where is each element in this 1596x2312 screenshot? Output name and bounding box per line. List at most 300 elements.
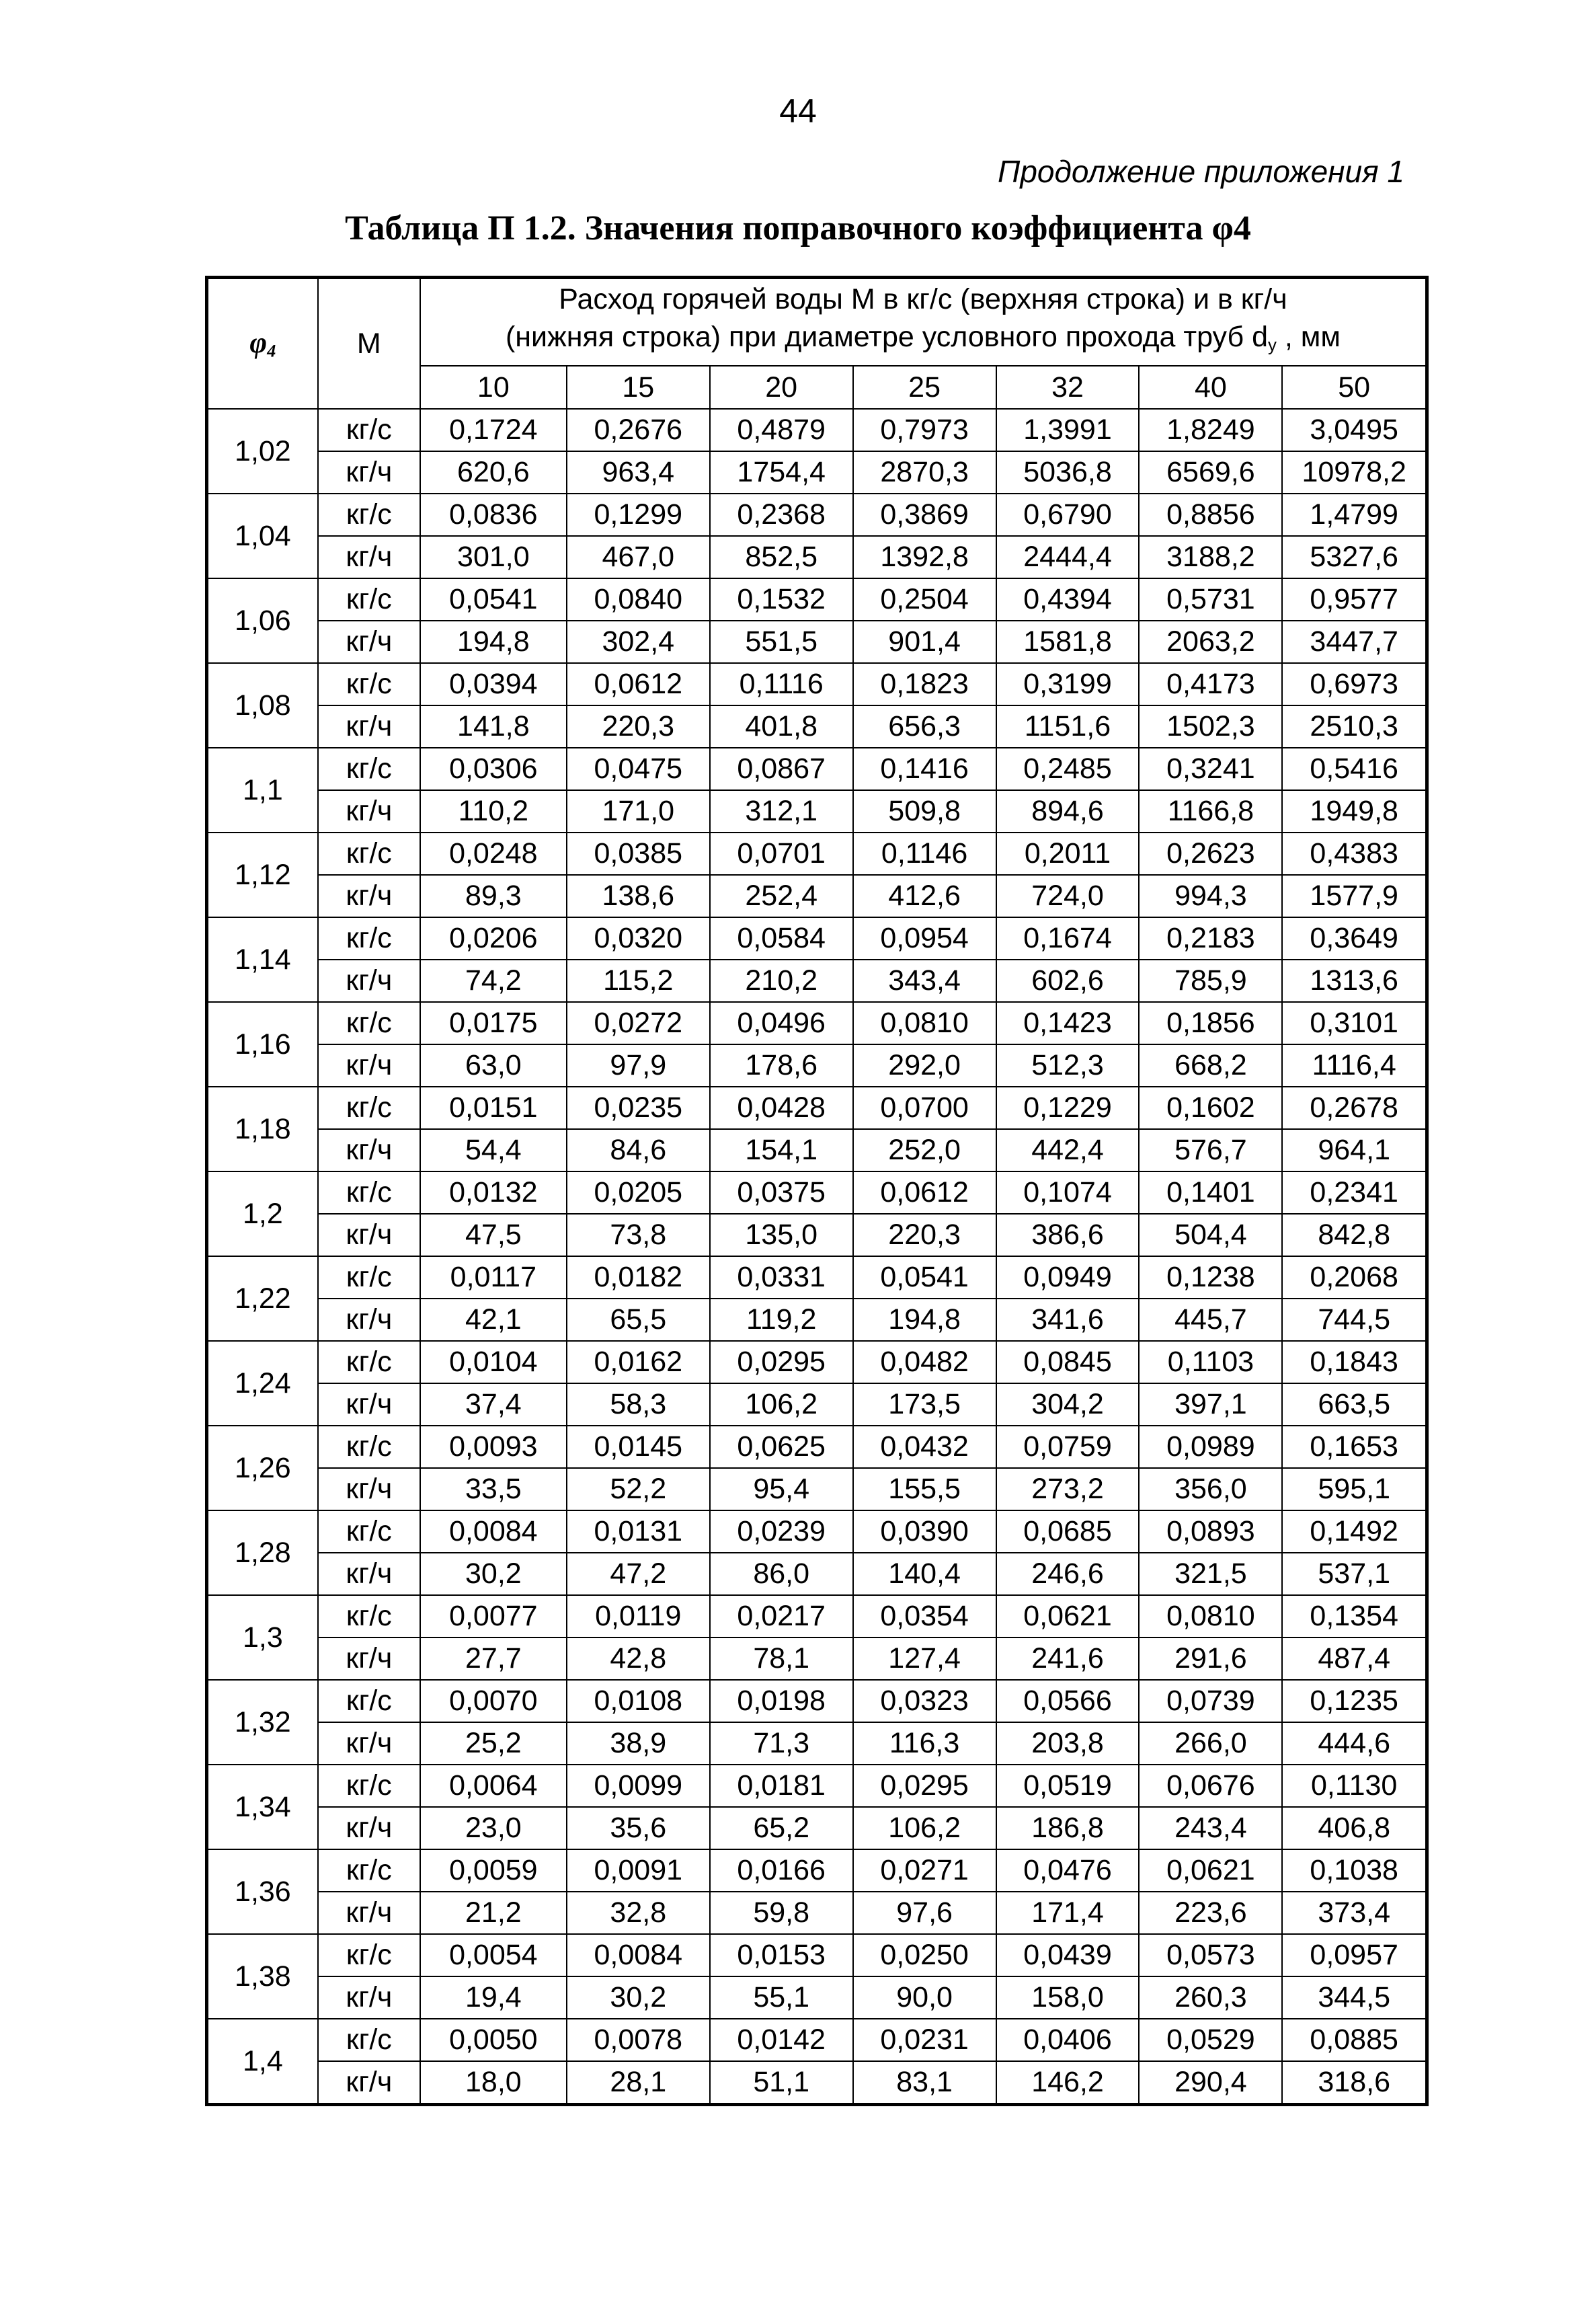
phi-value: 1,06	[207, 578, 318, 663]
cell-kgs: 0,1116	[710, 663, 853, 705]
cell-kgs: 0,0406	[996, 2019, 1140, 2061]
cell-kgs: 0,0949	[996, 1256, 1140, 1299]
table-row-kgh	[207, 2061, 1427, 2105]
cell-kgs: 0,0989	[1139, 1426, 1282, 1468]
cell-kgs: 0,0541	[420, 578, 567, 621]
cell-kgh: 252,4	[710, 875, 853, 917]
unit-kgs: кг/с	[318, 2019, 420, 2061]
cell-kgh: 445,7	[1139, 1299, 1282, 1341]
cell-kgh: 509,8	[853, 790, 996, 833]
cell-kgs: 0,0206	[420, 917, 567, 960]
cell-kgs: 0,0685	[996, 1510, 1140, 1553]
cell-kgs: 0,1238	[1139, 1256, 1282, 1299]
cell-kgs: 0,0612	[853, 1171, 996, 1214]
cell-kgh: 27,7	[420, 1637, 567, 1680]
cell-kgs: 0,0108	[567, 1680, 710, 1722]
table-row-kgh	[207, 960, 1427, 1002]
cell-kgh: 1392,8	[853, 536, 996, 578]
diameter-header-6: 50	[1282, 366, 1427, 409]
cell-kgs: 0,0566	[996, 1680, 1140, 1722]
cell-kgh: 140,4	[853, 1553, 996, 1595]
cell-kgh: 194,8	[853, 1299, 996, 1341]
cell-kgh: 901,4	[853, 621, 996, 663]
cell-kgh: 290,4	[1139, 2061, 1282, 2105]
cell-kgh: 512,3	[996, 1044, 1140, 1087]
phi-value: 1,4	[207, 2019, 318, 2105]
cell-kgh: 397,1	[1139, 1383, 1282, 1426]
cell-kgh: 273,2	[996, 1468, 1140, 1510]
cell-kgs: 1,3991	[996, 409, 1140, 451]
phi-value: 1,36	[207, 1849, 318, 1934]
cell-kgh: 194,8	[420, 621, 567, 663]
cell-kgs: 0,1416	[853, 748, 996, 790]
cell-kgs: 0,0271	[853, 1849, 996, 1892]
cell-kgs: 0,3649	[1282, 917, 1427, 960]
cell-kgs: 0,0759	[996, 1426, 1140, 1468]
cell-kgh: 2063,2	[1139, 621, 1282, 663]
cell-kgh: 243,4	[1139, 1807, 1282, 1849]
unit-kgs: кг/с	[318, 663, 420, 705]
cell-kgs: 0,0142	[710, 2019, 853, 2061]
unit-kgs: кг/с	[318, 833, 420, 875]
cell-kgs: 0,0151	[420, 1087, 567, 1129]
table-row-kgs	[207, 578, 1427, 621]
cell-kgs: 0,0091	[567, 1849, 710, 1892]
diameter-header-4: 32	[996, 366, 1140, 409]
cell-kgh: 301,0	[420, 536, 567, 578]
cell-kgs: 0,1856	[1139, 1002, 1282, 1044]
cell-kgh: 65,2	[710, 1807, 853, 1849]
table-row-kgs	[207, 1510, 1427, 1553]
unit-kgs: кг/с	[318, 1256, 420, 1299]
cell-kgs: 1,8249	[1139, 409, 1282, 451]
unit-kgh: кг/ч	[318, 2061, 420, 2105]
table-row-kgs	[207, 1680, 1427, 1722]
table-row-kgs	[207, 1341, 1427, 1383]
cell-kgh: 744,5	[1282, 1299, 1427, 1341]
phi-value: 1,38	[207, 1934, 318, 2019]
cell-kgs: 0,0162	[567, 1341, 710, 1383]
unit-kgh: кг/ч	[318, 536, 420, 578]
cell-kgh: 38,9	[567, 1722, 710, 1765]
diameter-header-1: 15	[567, 366, 710, 409]
table-row-kgs	[207, 409, 1427, 451]
table-row-kgs	[207, 917, 1427, 960]
cell-kgs: 0,0354	[853, 1595, 996, 1637]
unit-kgs: кг/с	[318, 1595, 420, 1637]
unit-kgs: кг/с	[318, 1426, 420, 1468]
phi-value: 1,08	[207, 663, 318, 748]
cell-kgh: 71,3	[710, 1722, 853, 1765]
unit-kgs: кг/с	[318, 1002, 420, 1044]
cell-kgs: 0,0519	[996, 1765, 1140, 1807]
cell-kgh: 97,9	[567, 1044, 710, 1087]
cell-kgh: 127,4	[853, 1637, 996, 1680]
cell-kgh: 341,6	[996, 1299, 1140, 1341]
cell-kgs: 0,3869	[853, 494, 996, 536]
cell-kgh: 30,2	[420, 1553, 567, 1595]
unit-kgs: кг/с	[318, 409, 420, 451]
table-row-kgs	[207, 494, 1427, 536]
cell-kgs: 0,0153	[710, 1934, 853, 1976]
unit-kgh: кг/ч	[318, 1044, 420, 1087]
phi-value: 1,18	[207, 1087, 318, 1171]
cell-kgs: 0,0295	[853, 1765, 996, 1807]
cell-kgh: 154,1	[710, 1129, 853, 1171]
cell-kgs: 0,1423	[996, 1002, 1140, 1044]
page-number: 44	[779, 92, 817, 130]
unit-kgh: кг/ч	[318, 1637, 420, 1680]
table-row-kgh	[207, 536, 1427, 578]
cell-kgs: 0,0235	[567, 1087, 710, 1129]
unit-kgs: кг/с	[318, 748, 420, 790]
cell-kgs: 0,5731	[1139, 578, 1282, 621]
cell-kgh: 74,2	[420, 960, 567, 1002]
phi-column-header	[207, 278, 318, 410]
cell-kgh: 292,0	[853, 1044, 996, 1087]
cell-kgh: 141,8	[420, 705, 567, 748]
cell-kgs: 0,0084	[420, 1510, 567, 1553]
cell-kgs: 0,0954	[853, 917, 996, 960]
cell-kgs: 0,0529	[1139, 2019, 1282, 2061]
cell-kgh: 504,4	[1139, 1214, 1282, 1256]
cell-kgh: 344,5	[1282, 1976, 1427, 2019]
cell-kgh: 210,2	[710, 960, 853, 1002]
cell-kgh: 86,0	[710, 1553, 853, 1595]
cell-kgs: 0,0198	[710, 1680, 853, 1722]
cell-kgh: 55,1	[710, 1976, 853, 2019]
cell-kgs: 0,0306	[420, 748, 567, 790]
cell-kgs: 0,0104	[420, 1341, 567, 1383]
cell-kgh: 119,2	[710, 1299, 853, 1341]
cell-kgs: 1,4799	[1282, 494, 1427, 536]
cell-kgs: 0,9577	[1282, 578, 1427, 621]
cell-kgs: 0,0432	[853, 1426, 996, 1468]
cell-kgh: 246,6	[996, 1553, 1140, 1595]
cell-kgs: 0,0295	[710, 1341, 853, 1383]
cell-kgs: 0,0093	[420, 1426, 567, 1468]
unit-kgh: кг/ч	[318, 621, 420, 663]
cell-kgs: 0,1235	[1282, 1680, 1427, 1722]
table-row-kgh	[207, 705, 1427, 748]
cell-kgh: 852,5	[710, 536, 853, 578]
cell-kgh: 894,6	[996, 790, 1140, 833]
cell-kgh: 291,6	[1139, 1637, 1282, 1680]
cell-kgh: 171,0	[567, 790, 710, 833]
table-row-kgs	[207, 748, 1427, 790]
unit-kgh: кг/ч	[318, 451, 420, 494]
cell-kgh: 595,1	[1282, 1468, 1427, 1510]
cell-kgh: 994,3	[1139, 875, 1282, 917]
unit-kgh: кг/ч	[318, 1553, 420, 1595]
cell-kgs: 0,0323	[853, 1680, 996, 1722]
cell-kgh: 47,5	[420, 1214, 567, 1256]
unit-kgs: кг/с	[318, 1171, 420, 1214]
cell-kgh: 318,6	[1282, 2061, 1427, 2105]
cell-kgh: 42,8	[567, 1637, 710, 1680]
cell-kgs: 0,0621	[1139, 1849, 1282, 1892]
cell-kgs: 0,1602	[1139, 1087, 1282, 1129]
table-row-kgh	[207, 1383, 1427, 1426]
cell-kgs: 0,0059	[420, 1849, 567, 1892]
cell-kgh: 10978,2	[1282, 451, 1427, 494]
cell-kgh: 146,2	[996, 2061, 1140, 2105]
cell-kgs: 0,0175	[420, 1002, 567, 1044]
table-row-kgs	[207, 1934, 1427, 1976]
cell-kgh: 266,0	[1139, 1722, 1282, 1765]
cell-kgh: 106,2	[853, 1807, 996, 1849]
table-row-kgh	[207, 1722, 1427, 1765]
cell-kgh: 106,2	[710, 1383, 853, 1426]
cell-kgh: 18,0	[420, 2061, 567, 2105]
unit-kgs: кг/с	[318, 1934, 420, 1976]
flow-description-header	[420, 278, 1427, 367]
unit-kgh: кг/ч	[318, 790, 420, 833]
unit-kgs: кг/с	[318, 917, 420, 960]
diameter-header-2: 20	[710, 366, 853, 409]
cell-kgs: 0,2011	[996, 833, 1140, 875]
cell-kgs: 0,0050	[420, 2019, 567, 2061]
cell-kgh: 95,4	[710, 1468, 853, 1510]
phi-value: 1,1	[207, 748, 318, 833]
cell-kgh: 2444,4	[996, 536, 1140, 578]
cell-kgs: 0,0331	[710, 1256, 853, 1299]
continuation-note: Продолжение приложения 1	[998, 154, 1404, 189]
cell-kgs: 0,0375	[710, 1171, 853, 1214]
unit-kgh: кг/ч	[318, 1722, 420, 1765]
table-row-kgh	[207, 1807, 1427, 1849]
cell-kgs: 0,0621	[996, 1595, 1140, 1637]
cell-kgs: 0,0272	[567, 1002, 710, 1044]
cell-kgh: 23,0	[420, 1807, 567, 1849]
unit-kgs: кг/с	[318, 1680, 420, 1722]
table-row-kgh	[207, 1892, 1427, 1934]
cell-kgs: 0,0320	[567, 917, 710, 960]
cell-kgh: 343,4	[853, 960, 996, 1002]
cell-kgs: 0,2368	[710, 494, 853, 536]
unit-kgs: кг/с	[318, 1341, 420, 1383]
phi-symbol: φ	[249, 325, 268, 359]
phi-value: 1,3	[207, 1595, 318, 1680]
cell-kgs: 0,0482	[853, 1341, 996, 1383]
phi-value: 1,12	[207, 833, 318, 917]
cell-kgh: 537,1	[1282, 1553, 1427, 1595]
cell-kgh: 302,4	[567, 621, 710, 663]
cell-kgs: 0,1674	[996, 917, 1140, 960]
cell-kgs: 0,0231	[853, 2019, 996, 2061]
diameter-header-5: 40	[1139, 366, 1282, 409]
cell-kgs: 0,0957	[1282, 1934, 1427, 1976]
cell-kgs: 0,6973	[1282, 663, 1427, 705]
cell-kgs: 0,0893	[1139, 1510, 1282, 1553]
phi-value: 1,32	[207, 1680, 318, 1765]
cell-kgs: 0,0836	[420, 494, 567, 536]
cell-kgs: 0,1103	[1139, 1341, 1282, 1383]
cell-kgs: 0,0182	[567, 1256, 710, 1299]
phi-value: 1,24	[207, 1341, 318, 1426]
cell-kgh: 135,0	[710, 1214, 853, 1256]
cell-kgs: 0,0054	[420, 1934, 567, 1976]
table-row-kgs	[207, 2019, 1427, 2061]
cell-kgh: 576,7	[1139, 1129, 1282, 1171]
cell-kgs: 0,0217	[710, 1595, 853, 1637]
cell-kgs: 0,1038	[1282, 1849, 1427, 1892]
cell-kgh: 2870,3	[853, 451, 996, 494]
table-row-kgs	[207, 1765, 1427, 1807]
cell-kgs: 0,2183	[1139, 917, 1282, 960]
cell-kgs: 0,0064	[420, 1765, 567, 1807]
cell-kgs: 0,3101	[1282, 1002, 1427, 1044]
cell-kgs: 0,0739	[1139, 1680, 1282, 1722]
cell-kgs: 0,0070	[420, 1680, 567, 1722]
cell-kgh: 3188,2	[1139, 536, 1282, 578]
table-row-kgs	[207, 663, 1427, 705]
phi-value: 1,02	[207, 409, 318, 494]
unit-kgs: кг/с	[318, 494, 420, 536]
phi-value: 1,22	[207, 1256, 318, 1341]
cell-kgh: 116,3	[853, 1722, 996, 1765]
cell-kgh: 551,5	[710, 621, 853, 663]
table-row-kgh	[207, 1553, 1427, 1595]
cell-kgs: 3,0495	[1282, 409, 1427, 451]
table-row-kgs	[207, 1087, 1427, 1129]
unit-kgh: кг/ч	[318, 1383, 420, 1426]
cell-kgh: 78,1	[710, 1637, 853, 1680]
phi-value: 1,2	[207, 1171, 318, 1256]
table-row-kgh	[207, 1299, 1427, 1341]
description-line-1: Расход горячей воды М в кг/с (верхняя строка) и в кг/ч	[559, 282, 1287, 315]
cell-kgs: 0,1823	[853, 663, 996, 705]
cell-kgs: 0,7973	[853, 409, 996, 451]
phi-value: 1,26	[207, 1426, 318, 1510]
unit-kgh: кг/ч	[318, 1129, 420, 1171]
cell-kgh: 220,3	[567, 705, 710, 748]
phi-value: 1,04	[207, 494, 318, 578]
cell-kgh: 668,2	[1139, 1044, 1282, 1087]
cell-kgs: 0,2676	[567, 409, 710, 451]
cell-kgh: 54,4	[420, 1129, 567, 1171]
cell-kgs: 0,0205	[567, 1171, 710, 1214]
cell-kgh: 58,3	[567, 1383, 710, 1426]
table-body	[207, 278, 1427, 2105]
cell-kgh: 487,4	[1282, 1637, 1427, 1680]
cell-kgh: 84,6	[567, 1129, 710, 1171]
unit-kgh: кг/ч	[318, 960, 420, 1002]
cell-kgs: 0,1130	[1282, 1765, 1427, 1807]
cell-kgs: 0,0676	[1139, 1765, 1282, 1807]
cell-kgh: 223,6	[1139, 1892, 1282, 1934]
description-line-2	[421, 318, 1425, 364]
unit-kgh: кг/ч	[318, 1299, 420, 1341]
diameter-header-0: 10	[420, 366, 567, 409]
cell-kgs: 0,2623	[1139, 833, 1282, 875]
cell-kgs: 0,0584	[710, 917, 853, 960]
cell-kgh: 1581,8	[996, 621, 1140, 663]
table-row-kgs	[207, 1426, 1427, 1468]
cell-kgh: 1502,3	[1139, 705, 1282, 748]
cell-kgs: 0,1299	[567, 494, 710, 536]
cell-kgs: 0,0428	[710, 1087, 853, 1129]
cell-kgh: 51,1	[710, 2061, 853, 2105]
cell-kgh: 1754,4	[710, 451, 853, 494]
unit-kgh: кг/ч	[318, 705, 420, 748]
cell-kgs: 0,4383	[1282, 833, 1427, 875]
header-row-description	[207, 278, 1427, 367]
cell-kgs: 0,0845	[996, 1341, 1140, 1383]
table-row-kgh	[207, 1468, 1427, 1510]
cell-kgs: 0,0701	[710, 833, 853, 875]
cell-kgh: 220,3	[853, 1214, 996, 1256]
table-row-kgh	[207, 1044, 1427, 1087]
cell-kgs: 0,8856	[1139, 494, 1282, 536]
cell-kgs: 0,0885	[1282, 2019, 1427, 2061]
cell-kgs: 0,0810	[1139, 1595, 1282, 1637]
cell-kgs: 0,0700	[853, 1087, 996, 1129]
unit-kgs: кг/с	[318, 1510, 420, 1553]
unit-kgs: кг/с	[318, 578, 420, 621]
table-row-kgs	[207, 1849, 1427, 1892]
cell-kgh: 663,5	[1282, 1383, 1427, 1426]
cell-kgs: 0,0099	[567, 1765, 710, 1807]
cell-kgs: 0,0166	[710, 1849, 853, 1892]
cell-kgs: 0,6790	[996, 494, 1140, 536]
cell-kgs: 0,0390	[853, 1510, 996, 1553]
unit-kgs: кг/с	[318, 1087, 420, 1129]
cell-kgh: 35,6	[567, 1807, 710, 1849]
unit-kgs: кг/с	[318, 1765, 420, 1807]
cell-kgh: 59,8	[710, 1892, 853, 1934]
cell-kgh: 1577,9	[1282, 875, 1427, 917]
table-row-kgh	[207, 451, 1427, 494]
cell-kgs: 0,0145	[567, 1426, 710, 1468]
cell-kgh: 356,0	[1139, 1468, 1282, 1510]
cell-kgs: 0,0541	[853, 1256, 996, 1299]
cell-kgs: 0,0612	[567, 663, 710, 705]
cell-kgs: 0,0475	[567, 748, 710, 790]
cell-kgh: 115,2	[567, 960, 710, 1002]
cell-kgs: 0,0084	[567, 1934, 710, 1976]
cell-kgh: 47,2	[567, 1553, 710, 1595]
phi-value: 1,14	[207, 917, 318, 1002]
cell-kgh: 602,6	[996, 960, 1140, 1002]
cell-kgh: 52,2	[567, 1468, 710, 1510]
correction-coefficient-table	[205, 276, 1429, 2106]
phi-value: 1,28	[207, 1510, 318, 1595]
table-row-kgs	[207, 1256, 1427, 1299]
unit-kgh: кг/ч	[318, 1976, 420, 2019]
cell-kgh: 33,5	[420, 1468, 567, 1510]
cell-kgh: 1313,6	[1282, 960, 1427, 1002]
cell-kgh: 724,0	[996, 875, 1140, 917]
cell-kgh: 6569,6	[1139, 451, 1282, 494]
cell-kgh: 63,0	[420, 1044, 567, 1087]
cell-kgh: 32,8	[567, 1892, 710, 1934]
cell-kgh: 186,8	[996, 1807, 1140, 1849]
cell-kgs: 0,1401	[1139, 1171, 1282, 1214]
cell-kgh: 241,6	[996, 1637, 1140, 1680]
phi-value: 1,16	[207, 1002, 318, 1087]
unit-kgh: кг/ч	[318, 875, 420, 917]
cell-kgs: 0,0385	[567, 833, 710, 875]
cell-kgs: 0,0078	[567, 2019, 710, 2061]
cell-kgs: 0,2485	[996, 748, 1140, 790]
cell-kgs: 0,1146	[853, 833, 996, 875]
cell-kgs: 0,4394	[996, 578, 1140, 621]
cell-kgs: 0,3241	[1139, 748, 1282, 790]
cell-kgh: 30,2	[567, 1976, 710, 2019]
phi-value: 1,34	[207, 1765, 318, 1849]
cell-kgh: 19,4	[420, 1976, 567, 2019]
